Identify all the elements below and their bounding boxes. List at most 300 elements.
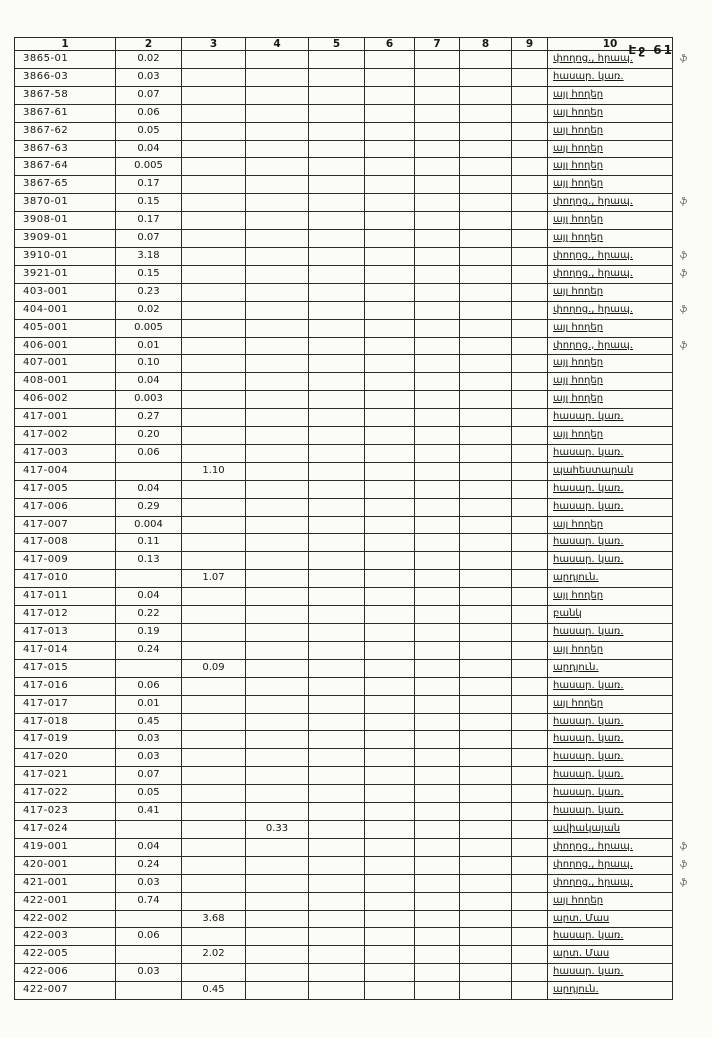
cell-value-2 <box>116 910 182 928</box>
cell-empty-7 <box>415 355 460 373</box>
cell-category: այլ հողեր <box>548 230 673 248</box>
cell-empty-6 <box>365 140 415 158</box>
cell-empty-9 <box>512 158 548 176</box>
margin-note <box>673 767 703 785</box>
table-row <box>15 641 703 659</box>
cell-empty-8 <box>460 946 512 964</box>
cell-empty-9 <box>512 570 548 588</box>
cell-code: 417-006 <box>15 498 116 516</box>
cell-code: 422-001 <box>15 892 116 910</box>
cell-code: 3866-03 <box>15 68 116 86</box>
cell-empty-8 <box>460 427 512 445</box>
cell-empty-5 <box>309 212 365 230</box>
cell-empty-9 <box>512 480 548 498</box>
cell-empty-8 <box>460 838 512 856</box>
margin-note <box>673 570 703 588</box>
margin-note <box>673 355 703 373</box>
cell-empty-8 <box>460 176 512 194</box>
cell-category: փողոց., հրապ. <box>548 856 673 874</box>
cell-value-4 <box>246 283 309 301</box>
cell-value-3 <box>182 86 246 104</box>
cell-value-4 <box>246 838 309 856</box>
cell-code: 3867-58 <box>15 86 116 104</box>
cell-empty-5 <box>309 767 365 785</box>
cell-value-3 <box>182 427 246 445</box>
cell-empty-6 <box>365 265 415 283</box>
cell-empty-5 <box>309 462 365 480</box>
cell-value-2: 0.10 <box>116 355 182 373</box>
table-row <box>15 212 703 230</box>
column-header-1: 1 <box>15 38 116 51</box>
cell-empty-9 <box>512 982 548 1000</box>
cell-empty-8 <box>460 68 512 86</box>
cell-empty-9 <box>512 838 548 856</box>
cell-value-4 <box>246 570 309 588</box>
cell-value-2: 0.03 <box>116 749 182 767</box>
cell-empty-7 <box>415 122 460 140</box>
cell-empty-6 <box>365 462 415 480</box>
cell-category: այլ հողեր <box>548 176 673 194</box>
cell-empty-8 <box>460 928 512 946</box>
cell-category: այլ հողեր <box>548 86 673 104</box>
cell-value-2 <box>116 659 182 677</box>
margin-note <box>673 552 703 570</box>
cell-empty-7 <box>415 462 460 480</box>
table-row <box>15 838 703 856</box>
cell-empty-8 <box>460 86 512 104</box>
cell-value-4 <box>246 391 309 409</box>
cell-empty-6 <box>365 534 415 552</box>
table-row <box>15 104 703 122</box>
cell-empty-6 <box>365 874 415 892</box>
cell-value-4 <box>246 964 309 982</box>
cell-empty-6 <box>365 176 415 194</box>
cell-value-4 <box>246 695 309 713</box>
cell-empty-9 <box>512 301 548 319</box>
cell-empty-7 <box>415 928 460 946</box>
table-row <box>15 194 703 212</box>
cell-category: պահեստարան <box>548 462 673 480</box>
cell-empty-5 <box>309 122 365 140</box>
table-row <box>15 391 703 409</box>
cell-empty-7 <box>415 319 460 337</box>
cell-empty-7 <box>415 624 460 642</box>
cell-value-2: 0.24 <box>116 856 182 874</box>
cell-value-4 <box>246 480 309 498</box>
cell-value-2: 0.06 <box>116 444 182 462</box>
cell-value-4 <box>246 516 309 534</box>
margin-note <box>673 964 703 982</box>
cell-empty-6 <box>365 51 415 69</box>
margin-note <box>673 749 703 767</box>
cell-empty-7 <box>415 301 460 319</box>
cell-category: հասար. կառ. <box>548 624 673 642</box>
cell-empty-8 <box>460 355 512 373</box>
table-row <box>15 767 703 785</box>
table-row <box>15 516 703 534</box>
table-row <box>15 570 703 588</box>
cell-empty-9 <box>512 230 548 248</box>
column-header-4: 4 <box>246 38 309 51</box>
table-row <box>15 588 703 606</box>
cell-empty-5 <box>309 427 365 445</box>
cell-code: 417-004 <box>15 462 116 480</box>
cell-empty-9 <box>512 516 548 534</box>
margin-note <box>673 910 703 928</box>
cell-empty-9 <box>512 140 548 158</box>
cell-empty-9 <box>512 910 548 928</box>
margin-note <box>673 391 703 409</box>
cell-value-4 <box>246 462 309 480</box>
cell-empty-9 <box>512 444 548 462</box>
table-row <box>15 373 703 391</box>
cell-empty-9 <box>512 498 548 516</box>
cell-value-3 <box>182 516 246 534</box>
cell-empty-7 <box>415 588 460 606</box>
cell-empty-7 <box>415 820 460 838</box>
cell-category: այլ հողեր <box>548 516 673 534</box>
cell-empty-7 <box>415 552 460 570</box>
cell-value-2: 0.27 <box>116 409 182 427</box>
cell-empty-7 <box>415 51 460 69</box>
cell-empty-5 <box>309 803 365 821</box>
cell-empty-6 <box>365 731 415 749</box>
cell-code: 3867-62 <box>15 122 116 140</box>
cell-empty-8 <box>460 516 512 534</box>
cell-empty-6 <box>365 68 415 86</box>
table-row <box>15 409 703 427</box>
cell-value-4 <box>246 677 309 695</box>
cell-category: այլ հողեր <box>548 373 673 391</box>
margin-note: ֆ <box>680 304 688 315</box>
cell-value-3 <box>182 355 246 373</box>
cell-value-4 <box>246 856 309 874</box>
cell-value-4 <box>246 982 309 1000</box>
cell-empty-5 <box>309 588 365 606</box>
cell-value-2: 0.74 <box>116 892 182 910</box>
cell-empty-7 <box>415 86 460 104</box>
margin-note <box>673 946 703 964</box>
margin-note: ֆ <box>680 859 688 870</box>
cell-category: փողոց., հրապ. <box>548 194 673 212</box>
table-row <box>15 247 703 265</box>
cell-empty-5 <box>309 713 365 731</box>
cell-empty-5 <box>309 373 365 391</box>
table-row <box>15 301 703 319</box>
cell-category: հասար. կառ. <box>548 964 673 982</box>
cell-value-4 <box>246 641 309 659</box>
cell-empty-5 <box>309 104 365 122</box>
cell-value-4 <box>246 552 309 570</box>
cell-empty-8 <box>460 624 512 642</box>
cell-value-4 <box>246 892 309 910</box>
cell-value-4 <box>246 624 309 642</box>
cell-empty-5 <box>309 480 365 498</box>
cell-value-3 <box>182 695 246 713</box>
cell-value-4 <box>246 409 309 427</box>
cell-value-4 <box>246 265 309 283</box>
cell-empty-7 <box>415 856 460 874</box>
cell-empty-6 <box>365 713 415 731</box>
cell-value-4 <box>246 140 309 158</box>
cell-value-4 <box>246 498 309 516</box>
table-row <box>15 749 703 767</box>
cell-code: 417-023 <box>15 803 116 821</box>
cell-value-4 <box>246 874 309 892</box>
cell-code: 3867-64 <box>15 158 116 176</box>
cell-category: փողոց., հրապ. <box>548 838 673 856</box>
cell-code: 3867-65 <box>15 176 116 194</box>
margin-note <box>673 624 703 642</box>
cell-category: բանկ <box>548 606 673 624</box>
cell-value-4 <box>246 230 309 248</box>
cell-value-4 <box>246 767 309 785</box>
table-row <box>15 964 703 982</box>
table-row <box>15 910 703 928</box>
cell-value-3 <box>182 140 246 158</box>
cell-value-3 <box>182 964 246 982</box>
cell-empty-6 <box>365 695 415 713</box>
column-header-2: 2 <box>116 38 182 51</box>
cell-value-3: 2.02 <box>182 946 246 964</box>
cell-value-3 <box>182 104 246 122</box>
column-header-6: 6 <box>365 38 415 51</box>
cell-category: այլ հողեր <box>548 695 673 713</box>
cell-code: 408-001 <box>15 373 116 391</box>
cell-value-2 <box>116 820 182 838</box>
cell-value-3 <box>182 265 246 283</box>
cell-value-2: 0.03 <box>116 68 182 86</box>
cell-empty-6 <box>365 946 415 964</box>
cell-empty-7 <box>415 104 460 122</box>
cell-empty-7 <box>415 480 460 498</box>
cell-empty-5 <box>309 731 365 749</box>
table-row <box>15 283 703 301</box>
table-row <box>15 230 703 248</box>
cell-value-2 <box>116 946 182 964</box>
cell-empty-8 <box>460 283 512 301</box>
cell-empty-7 <box>415 176 460 194</box>
cell-empty-7 <box>415 767 460 785</box>
cell-empty-5 <box>309 785 365 803</box>
cell-value-2: 0.07 <box>116 230 182 248</box>
cell-value-4 <box>246 122 309 140</box>
margin-note <box>673 86 703 104</box>
cell-value-2: 0.05 <box>116 122 182 140</box>
cell-value-2: 0.13 <box>116 552 182 570</box>
cell-empty-5 <box>309 498 365 516</box>
cell-value-3 <box>182 820 246 838</box>
land-register-table <box>14 37 703 1000</box>
table-row <box>15 480 703 498</box>
cell-empty-5 <box>309 606 365 624</box>
cell-empty-9 <box>512 104 548 122</box>
table-row <box>15 677 703 695</box>
margin-note <box>673 444 703 462</box>
cell-empty-6 <box>365 892 415 910</box>
cell-empty-8 <box>460 230 512 248</box>
cell-code: 417-009 <box>15 552 116 570</box>
cell-code: 3921-01 <box>15 265 116 283</box>
cell-value-3 <box>182 606 246 624</box>
cell-empty-5 <box>309 301 365 319</box>
cell-empty-6 <box>365 749 415 767</box>
cell-empty-8 <box>460 140 512 158</box>
cell-empty-7 <box>415 695 460 713</box>
cell-value-4 <box>246 355 309 373</box>
cell-value-2: 0.04 <box>116 480 182 498</box>
cell-value-4 <box>246 212 309 230</box>
cell-value-2: 0.45 <box>116 713 182 731</box>
cell-empty-8 <box>460 570 512 588</box>
cell-empty-6 <box>365 624 415 642</box>
cell-empty-5 <box>309 659 365 677</box>
cell-value-4 <box>246 659 309 677</box>
cell-empty-9 <box>512 856 548 874</box>
margin-note <box>673 283 703 301</box>
table-row <box>15 856 703 874</box>
cell-empty-9 <box>512 176 548 194</box>
cell-empty-8 <box>460 319 512 337</box>
cell-empty-6 <box>365 856 415 874</box>
margin-note <box>673 892 703 910</box>
cell-empty-5 <box>309 624 365 642</box>
cell-empty-5 <box>309 283 365 301</box>
cell-empty-8 <box>460 158 512 176</box>
cell-empty-6 <box>365 301 415 319</box>
cell-empty-7 <box>415 247 460 265</box>
cell-empty-5 <box>309 158 365 176</box>
cell-empty-5 <box>309 874 365 892</box>
cell-empty-9 <box>512 552 548 570</box>
margin-note <box>673 176 703 194</box>
cell-code: 422-007 <box>15 982 116 1000</box>
margin-note <box>673 534 703 552</box>
cell-code: 417-015 <box>15 659 116 677</box>
cell-value-4 <box>246 68 309 86</box>
cell-empty-9 <box>512 820 548 838</box>
cell-empty-7 <box>415 391 460 409</box>
cell-category: այլ հողեր <box>548 355 673 373</box>
cell-empty-9 <box>512 946 548 964</box>
cell-empty-9 <box>512 624 548 642</box>
cell-empty-8 <box>460 749 512 767</box>
cell-code: 406-002 <box>15 391 116 409</box>
cell-value-4 <box>246 247 309 265</box>
table-row <box>15 820 703 838</box>
cell-code: 417-020 <box>15 749 116 767</box>
margin-note-column <box>673 38 703 51</box>
cell-empty-9 <box>512 212 548 230</box>
cell-category: այլ հողեր <box>548 391 673 409</box>
cell-empty-6 <box>365 355 415 373</box>
cell-code: 420-001 <box>15 856 116 874</box>
cell-value-4 <box>246 444 309 462</box>
cell-value-3 <box>182 337 246 355</box>
cell-category: հասար. կառ. <box>548 785 673 803</box>
cell-empty-5 <box>309 820 365 838</box>
cell-empty-8 <box>460 695 512 713</box>
cell-value-3 <box>182 444 246 462</box>
cell-code: 417-018 <box>15 713 116 731</box>
cell-value-3: 0.09 <box>182 659 246 677</box>
cell-empty-5 <box>309 749 365 767</box>
cell-empty-7 <box>415 874 460 892</box>
cell-code: 417-021 <box>15 767 116 785</box>
cell-empty-5 <box>309 856 365 874</box>
table-row <box>15 444 703 462</box>
cell-empty-8 <box>460 820 512 838</box>
cell-value-4 <box>246 319 309 337</box>
cell-empty-8 <box>460 731 512 749</box>
cell-empty-9 <box>512 731 548 749</box>
margin-note <box>673 659 703 677</box>
cell-value-3 <box>182 803 246 821</box>
cell-value-3 <box>182 588 246 606</box>
cell-empty-7 <box>415 194 460 212</box>
cell-category: արտ. Մաս <box>548 910 673 928</box>
cell-category: հասար. կառ. <box>548 803 673 821</box>
cell-category: հասար. կառ. <box>548 409 673 427</box>
cell-empty-8 <box>460 122 512 140</box>
cell-category: այլ հողեր <box>548 122 673 140</box>
cell-code: 417-016 <box>15 677 116 695</box>
margin-note <box>673 462 703 480</box>
cell-empty-9 <box>512 534 548 552</box>
cell-value-2: 0.004 <box>116 516 182 534</box>
cell-value-2: 0.03 <box>116 874 182 892</box>
cell-code: 3867-63 <box>15 140 116 158</box>
table-row <box>15 874 703 892</box>
cell-category: այլ հողեր <box>548 212 673 230</box>
margin-note <box>673 68 703 86</box>
cell-empty-5 <box>309 928 365 946</box>
cell-value-2: 0.22 <box>116 606 182 624</box>
cell-value-4 <box>246 749 309 767</box>
table-row <box>15 624 703 642</box>
cell-empty-8 <box>460 247 512 265</box>
margin-note <box>673 677 703 695</box>
margin-note <box>673 731 703 749</box>
cell-value-2: 0.19 <box>116 624 182 642</box>
column-header-10: 10 <box>548 38 673 51</box>
cell-value-2: 0.005 <box>116 319 182 337</box>
cell-empty-6 <box>365 391 415 409</box>
cell-value-4 <box>246 104 309 122</box>
cell-empty-6 <box>365 964 415 982</box>
cell-empty-5 <box>309 570 365 588</box>
cell-value-2: 0.02 <box>116 51 182 69</box>
cell-category: այլ հողեր <box>548 641 673 659</box>
cell-code: 406-001 <box>15 337 116 355</box>
table-row <box>15 695 703 713</box>
cell-value-2: 0.03 <box>116 964 182 982</box>
cell-value-2: 0.23 <box>116 283 182 301</box>
column-header-7: 7 <box>415 38 460 51</box>
cell-value-4 <box>246 158 309 176</box>
cell-empty-9 <box>512 409 548 427</box>
cell-empty-5 <box>309 964 365 982</box>
cell-empty-8 <box>460 498 512 516</box>
cell-empty-5 <box>309 230 365 248</box>
cell-empty-6 <box>365 480 415 498</box>
cell-value-3 <box>182 122 246 140</box>
cell-empty-9 <box>512 355 548 373</box>
margin-note <box>673 158 703 176</box>
cell-value-2: 0.06 <box>116 677 182 695</box>
cell-empty-8 <box>460 552 512 570</box>
cell-category: փողոց., հրապ. <box>548 265 673 283</box>
